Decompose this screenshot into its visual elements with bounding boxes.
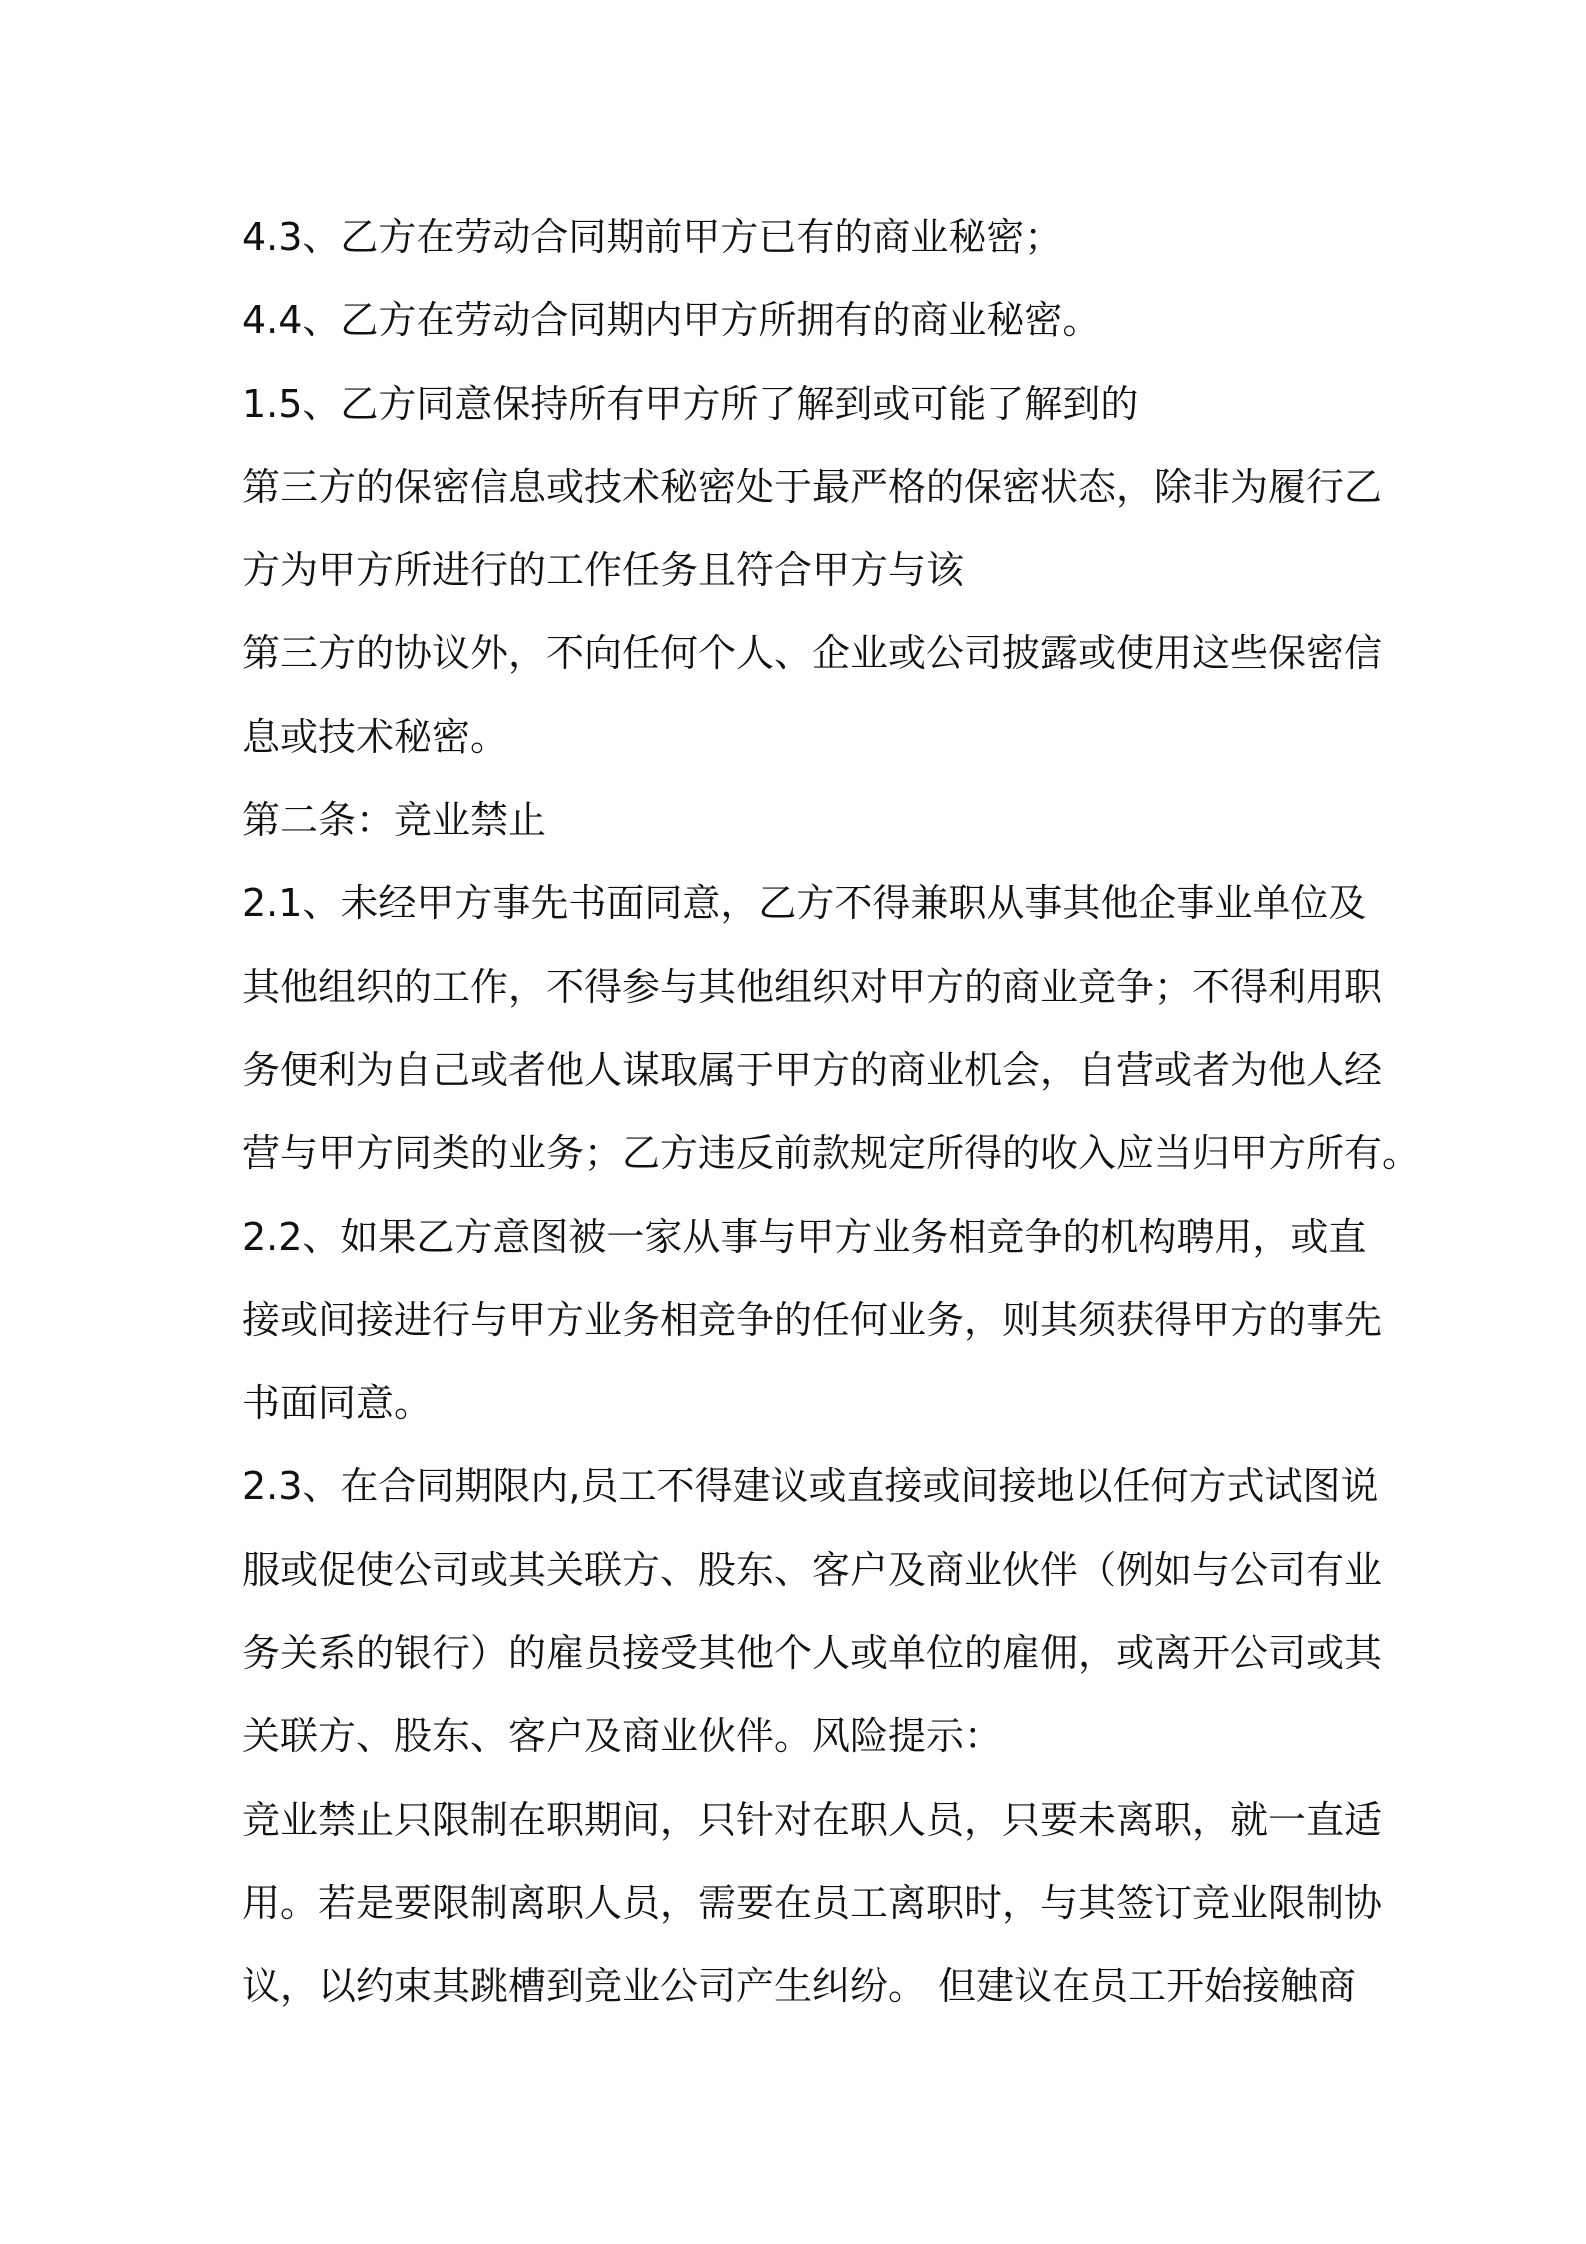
section-heading: 第二条：竞业禁止 xyxy=(242,798,547,843)
text-line: 息或技术秘密。 xyxy=(242,714,509,759)
text-line: 第三方的保密信息或技术秘密处于最严格的保密状态，除非为履行乙 xyxy=(242,464,1383,509)
text-line: 4.4、乙方在劳动合同期内甲方所拥有的商业秘密。 xyxy=(242,298,1101,343)
text-line: 方为甲方所进行的工作任务且符合甲方与该 xyxy=(242,548,965,593)
text-line: 2.1、未经甲方事先书面同意，乙方不得兼职从事其他企事业单位及 xyxy=(242,881,1367,926)
text-line: 务关系的银行）的雇员接受其他个人或单位的雇佣，或离开公司或其 xyxy=(242,1631,1383,1676)
text-line: 服或促使公司或其关联方、股东、客户及商业伙伴（例如与公司有业 xyxy=(242,1547,1383,1592)
text-line: 务便利为自己或者他人谋取属于甲方的商业机会，自营或者为他人经 xyxy=(242,1047,1383,1092)
text-line: 竞业禁止只限制在职期间，只针对在职人员，只要未离职，就一直适 xyxy=(242,1797,1383,1842)
text-line: 关联方、股东、客户及商业伙伴。风险提示： xyxy=(242,1714,1003,1759)
text-line: 书面同意。 xyxy=(242,1381,433,1426)
text-line: 用。若是要限制离职人员，需要在员工离职时，与其签订竞业限制协 xyxy=(242,1880,1383,1925)
text-line: 2.3、在合同期限内,员工不得建议或直接或间接地以任何方式试图说 xyxy=(242,1464,1379,1509)
text-line: 2.2、如果乙方意图被一家从事与甲方业务相竞争的机构聘用，或直 xyxy=(242,1214,1367,1259)
text-line: 1.5、乙方同意保持所有甲方所了解到或可能了解到的 xyxy=(242,381,1139,426)
text-line: 接或间接进行与甲方业务相竞争的任何业务，则其须获得甲方的事先 xyxy=(242,1297,1383,1342)
text-line: 议，以约束其跳槽到竞业公司产生纠纷。 但建议在员工开始接触商 xyxy=(242,1964,1357,2009)
text-line: 第三方的协议外，不向任何个人、企业或公司披露或使用这些保密信 xyxy=(242,631,1383,676)
text-line: 4.3、乙方在劳动合同期前甲方已有的商业秘密； xyxy=(242,215,1063,259)
document-body xyxy=(242,196,1421,2029)
text-line: 营与甲方同类的业务；乙方违反前款规定所得的收入应当归甲方所有。 xyxy=(242,1131,1421,1176)
text-line: 其他组织的工作，不得参与其他组织对甲方的商业竞争；不得利用职 xyxy=(242,964,1383,1009)
